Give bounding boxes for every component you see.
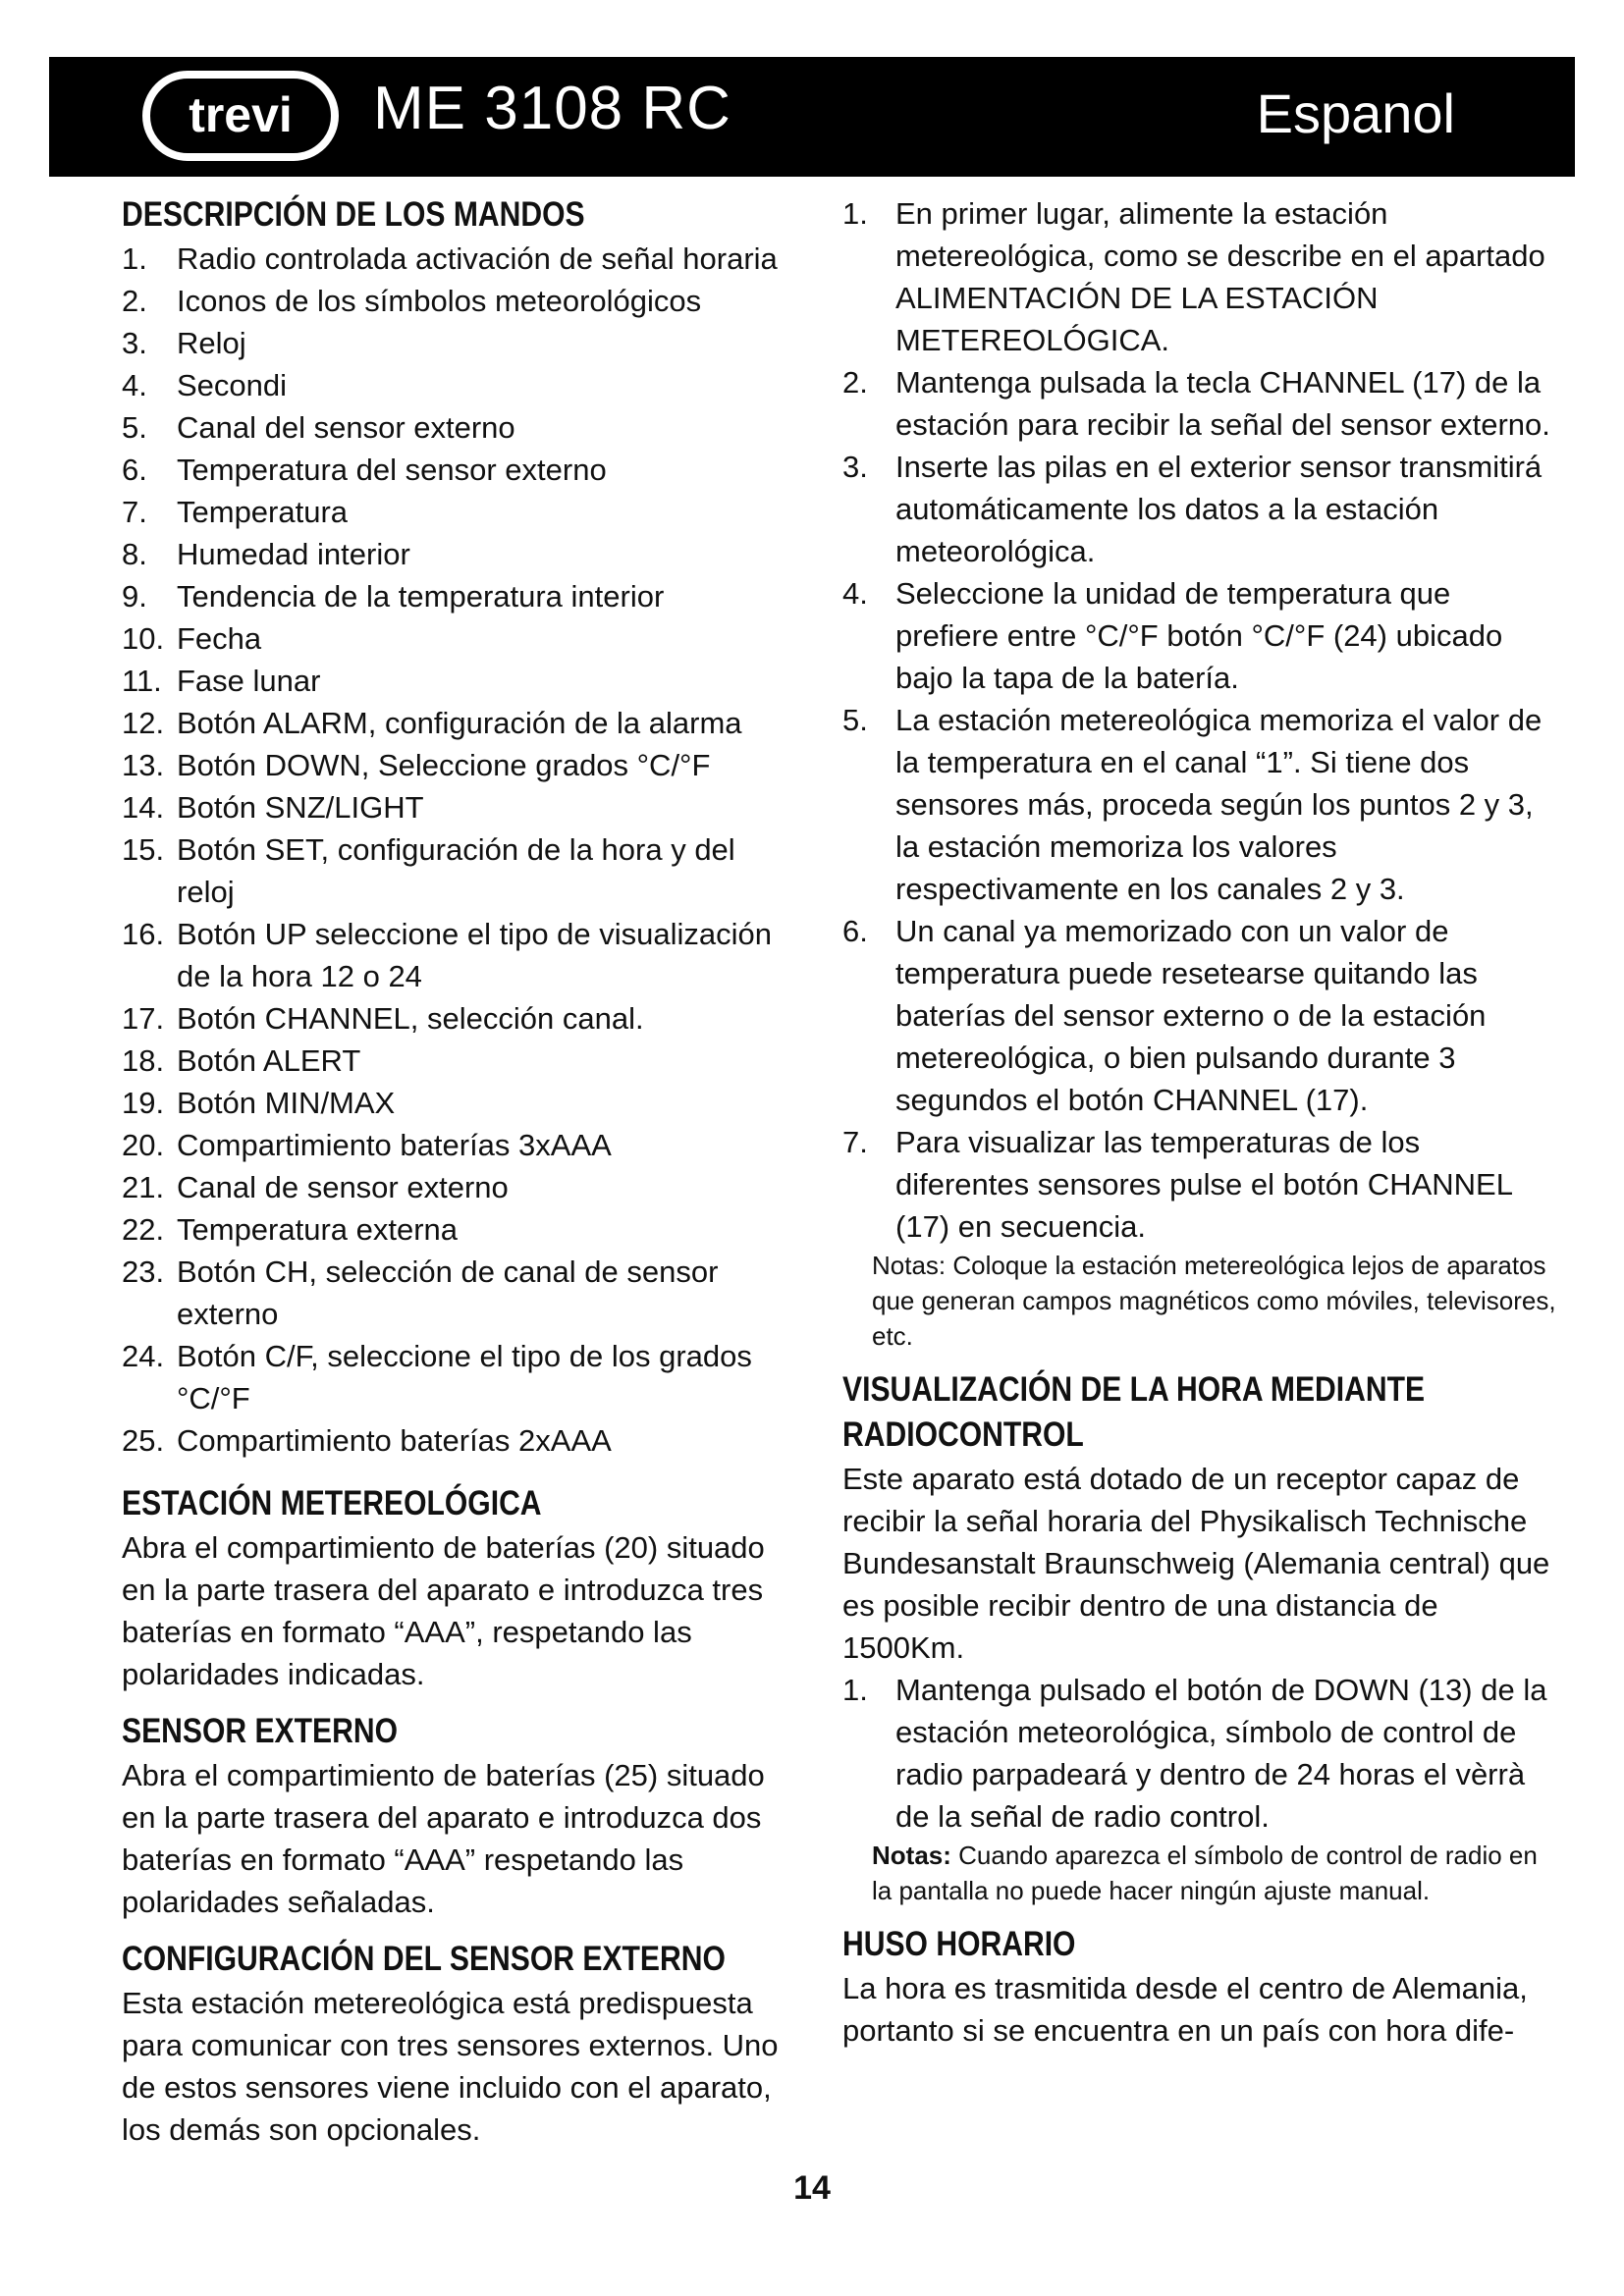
list-item: 21. Canal de sensor externo bbox=[122, 1170, 509, 1204]
list-item: 11. Fase lunar bbox=[122, 664, 321, 698]
list-item: 5. La estación metereológica memoriza el valor de la temperatura en el canal “1”. Si tiene dos sensores más, proceda según los puntos 2 y 3, la estación memoriza los valores respectivamente en los canales 2 y 3. bbox=[842, 703, 1543, 906]
list-item: 23. Botón CH, selección de canal de sensor externo bbox=[122, 1255, 719, 1331]
config-text: Esta estación metereológica está predispuesta para comunicar con tres sensores externos. Uno de estos sensores viene incluido con el aparato, los demás son opcionales. bbox=[122, 1986, 779, 2147]
trevi-logo bbox=[142, 69, 339, 163]
list-item: 14. Botón SNZ/LIGHT bbox=[122, 790, 424, 825]
list-item: 3. Inserte las pilas en el exterior sensor transmitirá automáticamente los datos a la estación meteorológica. bbox=[842, 450, 1543, 568]
list-item: 7. Temperatura bbox=[122, 495, 349, 529]
list-item: 18. Botón ALERT bbox=[122, 1043, 361, 1078]
list-item: 19. Botón MIN/MAX bbox=[122, 1086, 396, 1120]
controls-list bbox=[122, 238, 789, 1462]
list-item: 10. Fecha bbox=[122, 621, 262, 656]
station-text: Abra el compartimiento de baterías (20) situado en la parte trasera del aparato e introduzca tres baterías en formato “AAA”, respetando las polaridades indicadas. bbox=[122, 1530, 765, 1691]
sensor-text: Abra el compartimiento de baterías (25) situado en la parte trasera del aparato e introduzca dos baterías en formato “AAA” respetando las polaridades señaladas. bbox=[122, 1758, 765, 1919]
list-item: 2. Iconos de los símbolos meteorológicos bbox=[122, 284, 702, 318]
list-item: 2. Mantenga pulsada la tecla CHANNEL (17) de la estación para recibir la señal del sensor externo. bbox=[842, 365, 1550, 442]
list-item: 7. Para visualizar las temperaturas de los diferentes sensores pulse el botón CHANNEL (17) en secuencia. bbox=[842, 1125, 1512, 1244]
list-item: 16. Botón UP seleccione el tipo de visualización de la hora 12 o 24 bbox=[122, 917, 773, 993]
svg-text:trevi: trevi bbox=[189, 87, 293, 142]
controls-heading: DESCRIPCIÓN DE LOS MANDOS bbox=[122, 195, 585, 234]
page-number: 14 bbox=[793, 2169, 831, 2207]
note-magnetic: Notas: Coloque la estación metereológica lejos de aparatos que generan campos magnéticos como móviles, televisores, etc. bbox=[872, 1251, 1556, 1351]
list-item: 1. Mantenga pulsado el botón de DOWN (13) de la estación meteorológica, símbolo de control de radio parpadeará y dentro de 24 horas el vèrrà de la señal de radio control. bbox=[842, 1673, 1547, 1834]
list-item: 22. Temperatura externa bbox=[122, 1212, 459, 1247]
station-heading: ESTACIÓN METEREOLÓGICA bbox=[122, 1484, 542, 1522]
list-item: 5. Canal del sensor externo bbox=[122, 410, 515, 445]
page-header bbox=[49, 57, 1575, 177]
list-item: 8. Humedad interior bbox=[122, 537, 410, 571]
left-column bbox=[122, 192, 789, 2151]
timezone-text: La hora es trasmitida desde el centro de Alemania, portanto si se encuentra en un país con hora dife- bbox=[842, 1971, 1528, 2048]
list-item: 25. Compartimiento baterías 2xAAA bbox=[122, 1423, 612, 1458]
radio-heading-line1: VISUALIZACIÓN DE LA HORA MEDIANTE bbox=[842, 1370, 1426, 1409]
model-name: ME 3108 RC bbox=[373, 75, 731, 142]
list-item: 13. Botón DOWN, Seleccione grados °C/°F bbox=[122, 748, 711, 782]
list-item: 15. Botón SET, configuración de la hora y del reloj bbox=[122, 832, 735, 909]
list-item: 20. Compartimiento baterías 3xAAA bbox=[122, 1128, 612, 1162]
config-heading: CONFIGURACIÓN DEL SENSOR EXTERNO bbox=[122, 1940, 726, 1978]
list-item: 1. Radio controlada activación de señal horaria bbox=[122, 241, 778, 276]
list-item: 1. En primer lugar, alimente la estación metereológica, como se describe en el apartado ALIMENTACIÓN DE LA ESTACIÓN METEREOLÓGICA. bbox=[842, 196, 1545, 357]
list-item: 12. Botón ALARM, configuración de la alarma bbox=[122, 706, 742, 740]
list-item: 4. Seleccione la unidad de temperatura que prefiere entre °C/°F botón °C/°F (24) ubicado bajo la tapa de la batería. bbox=[842, 576, 1503, 695]
list-item: 17. Botón CHANNEL, selección canal. bbox=[122, 1001, 644, 1036]
radio-heading-line2: RADIOCONTROL bbox=[842, 1415, 1084, 1454]
radio-text: Este aparato está dotado de un receptor capaz de recibir la señal horaria del Physikalisch Technische Bundesanstalt Braunschweig (Alemania central) que es posible recibir dentro de una distancia de 1500Km. bbox=[842, 1462, 1550, 1665]
language-label: Espanol bbox=[1256, 82, 1455, 144]
list-item: 4. Secondi bbox=[122, 368, 288, 402]
timezone-heading: HUSO HORARIO bbox=[842, 1925, 1076, 1963]
list-item: 6. Un canal ya memorizado con un valor de temperatura puede resetearse quitando las baterías del sensor externo o de la estación metereológica, o bien pulsando durante 3 segundos el botón CHANNEL (17). bbox=[842, 914, 1487, 1117]
note-radio: Notas: Cuando aparezca el símbolo de control de radio en la pantalla no puede hacer ningún ajuste manual. bbox=[872, 1841, 1538, 1905]
radio-steps-list bbox=[842, 1669, 1559, 1838]
right-column bbox=[842, 192, 1559, 2052]
sensor-heading: SENSOR EXTERNO bbox=[122, 1712, 398, 1750]
list-item: 3. Reloj bbox=[122, 326, 246, 360]
list-item: 6. Temperatura del sensor externo bbox=[122, 453, 607, 487]
list-item: 24. Botón C/F, seleccione el tipo de los grados °C/°F bbox=[122, 1339, 752, 1415]
config-steps-list bbox=[842, 192, 1559, 1248]
list-item: 9. Tendencia de la temperatura interior bbox=[122, 579, 665, 614]
